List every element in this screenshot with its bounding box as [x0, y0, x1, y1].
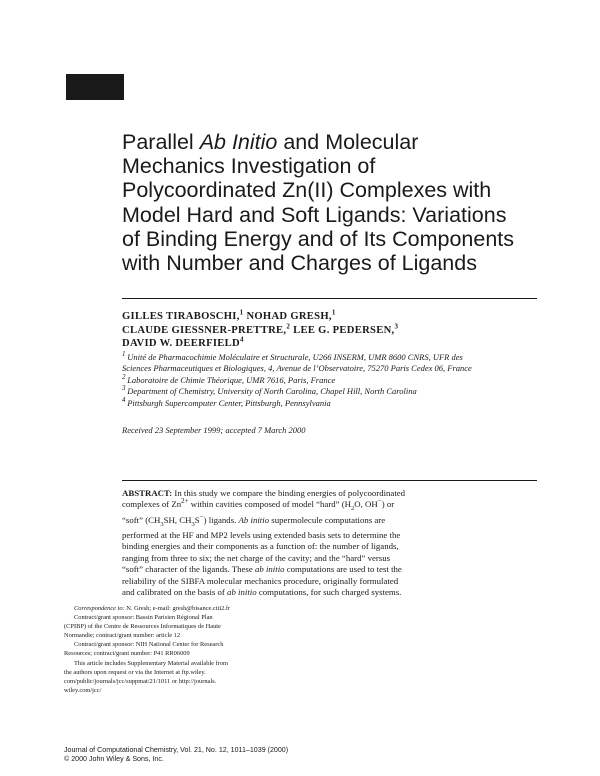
title-line: Model Hard and Soft Ligands: Variations — [122, 202, 507, 227]
affiliation-mark: 4 — [122, 395, 126, 404]
author-affil-mark: 3 — [394, 322, 399, 331]
affiliation — [122, 352, 552, 363]
footnotes — [64, 604, 290, 695]
footnote-line: Normandie; contract/grant number: article 12 — [64, 632, 181, 640]
affiliation — [122, 372, 552, 386]
footnote-line: Resources; contract/grant number: P41 RR06009 — [64, 650, 190, 658]
title-line: Polycoordinated Zn(II) Complexes with — [122, 178, 492, 203]
author-name: GILLES TIRABOSCHI, — [122, 311, 240, 322]
footnote-line: com/public/journals/jcc/suppmat/21/1011 or http://journals. — [64, 677, 217, 685]
abstract — [122, 488, 502, 599]
affiliation-mark: 1 — [122, 350, 126, 359]
copyright-notice: © 2000 John Wiley & Sons, Inc. — [64, 755, 164, 764]
abstract-label: ABSTRACT: — [122, 488, 173, 498]
affiliation — [122, 386, 552, 397]
abstract-line: reliability of the SIBFA molecular mechanics procedure, originally formulated — [122, 575, 399, 586]
journal-reference: Journal of Computational Chemistry, Vol. 21, No. 12, 1011–1039 (2000) — [64, 746, 289, 754]
abstract-line: performed at the HF and MP2 levels using extended basis sets to determine the — [122, 529, 401, 540]
footnote-line: Contract/grant sponsor: NIH National Center for Research — [74, 641, 224, 649]
abstract-line: ranging from three to six; the net charge of the cavity; and the “hard” versus — [122, 552, 391, 563]
journal-citation — [64, 746, 288, 765]
header-black-block — [66, 74, 124, 100]
author-affil-mark: 1 — [331, 308, 336, 317]
author-name: DAVID W. DEERFIELD — [122, 338, 240, 350]
footnote-line: Correspondence to: N. Gresh; e-mail: gresh@bisance.citi2.fr — [74, 605, 231, 612]
affiliation-text: Sciences Pharmaceutiques et Biologiques, 4, Avenue de l’Observatoire, 75270 Paris Cedex 06, France — [122, 363, 472, 374]
author-name: CLAUDE GIESSNER-PRETTRE, — [122, 324, 287, 336]
author-affil-mark: 4 — [239, 335, 244, 344]
title-line: with Number and Charges of Ligands — [122, 251, 477, 276]
abstract-line: and calibrated on the basis of ab initio computations, for such charged systems. — [122, 587, 402, 598]
affiliation — [122, 395, 552, 409]
footnote-line: Contract/grant sponsor: Bassin Parisien Régional Plan — [74, 614, 213, 622]
abstract-divider — [122, 480, 537, 481]
affiliation-text: Unité de Pharmacochimie Moléculaire et Structurale, U266 INSERM, UMR 8600 CNRS, UFR des — [127, 352, 463, 362]
author-list — [122, 310, 398, 351]
abstract-line: binding energies and their components as a function of: the number of ligands, — [122, 541, 399, 552]
affiliation-text: Department of Chemistry, University of North Carolina, Chapel Hill, North Carolina — [127, 386, 417, 397]
affiliation-text: Pittsburgh Supercomputer Center, Pittsburgh, Pennsylvania — [127, 397, 331, 408]
affiliation-mark: 2 — [122, 372, 126, 381]
author-line — [122, 324, 398, 338]
abstract-line: complexes of $Zn^{2+}$ within cavities composed of model “hard” ($H_2O$, OH−) or — [122, 497, 395, 513]
affiliation-list — [122, 352, 552, 409]
author-affil-mark: 2 — [286, 322, 291, 331]
footnote-line: the authors upon request or via the Internet at ftp.wiley. — [64, 668, 206, 676]
title-line: Mechanics Investigation of — [122, 154, 376, 179]
author-name: NOHAD GRESH, — [246, 311, 332, 322]
article-title — [122, 130, 562, 275]
footnote-line: This article includes Supplementary Material available from — [74, 659, 229, 667]
abstract-line: “soft” character of the ligands. These ab initio computations are used to test the — [122, 564, 402, 575]
footnote-line: (CPIBP) of the Centre de Ressources Informatiques de Haute — [64, 623, 221, 631]
author-affil-mark: 1 — [239, 308, 244, 317]
author-name: LEE G. PEDERSEN, — [293, 324, 395, 336]
abstract-line: “soft” ($CH_3SH$, $CH_3S^-$) ligands. Ab initio supermolecule computations are — [122, 512, 386, 528]
title-ab-initio: Ab Initio — [199, 130, 278, 154]
footnote-line: wiley.com/jcc/ — [64, 686, 102, 694]
affiliation-text: Laboratoire de Chimie Théorique, UMR 7616, Paris, France — [127, 374, 336, 385]
abstract-line — [122, 488, 502, 499]
received-dates: Received 23 September 1999; accepted 7 March 2000 — [122, 425, 306, 435]
title-line: Parallel Ab Initio and Molecular — [122, 130, 419, 154]
affiliation-mark: 3 — [122, 384, 126, 393]
title-divider — [122, 298, 537, 299]
affiliation — [122, 363, 552, 374]
title-line: of Binding Energy and of Its Components — [122, 226, 515, 251]
author-line — [122, 310, 398, 324]
abstract-text: In this study we compare the binding energies of polycoordinated — [172, 488, 406, 498]
author-line — [122, 337, 398, 351]
